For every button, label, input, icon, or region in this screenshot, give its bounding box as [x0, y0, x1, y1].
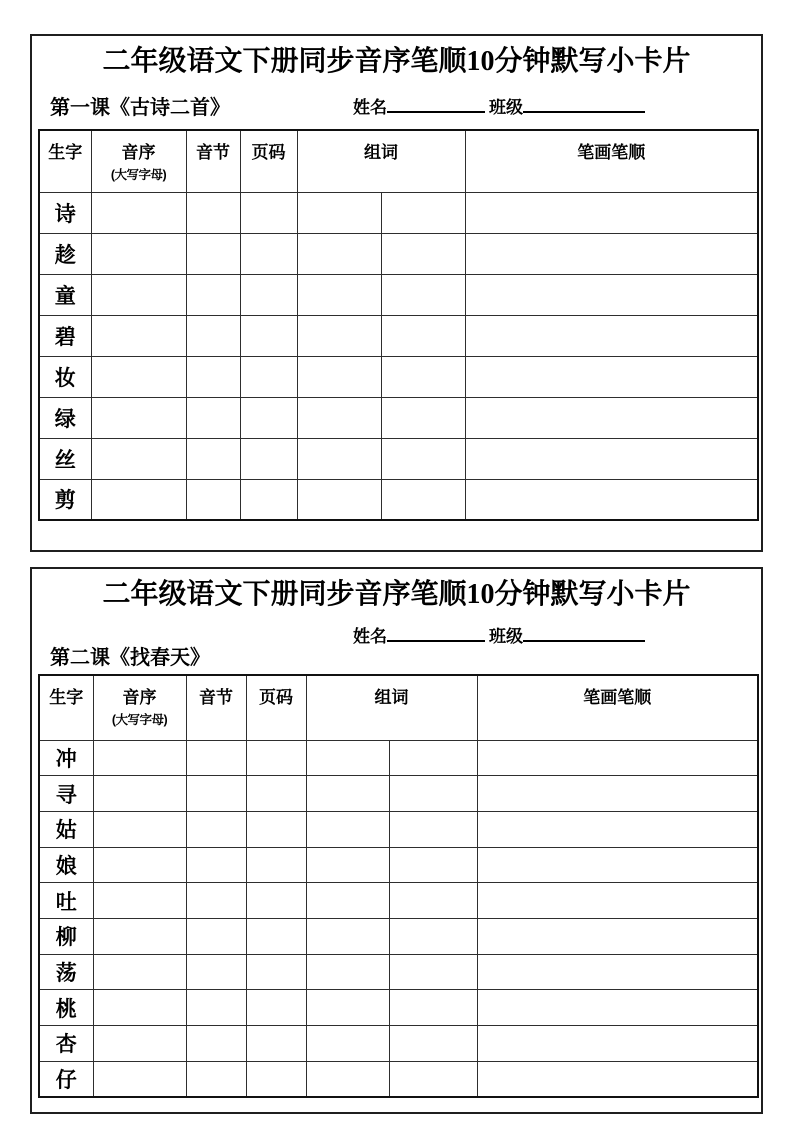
- initial-cell: [93, 811, 186, 847]
- initial-cell: [93, 990, 186, 1026]
- table-row: [39, 233, 758, 274]
- class-blank: [523, 97, 645, 113]
- table-row: [39, 315, 758, 356]
- page-cell: [246, 954, 306, 990]
- syllable-cell: [186, 192, 240, 233]
- word-cell-1: [306, 918, 389, 954]
- word-cell-2: [389, 883, 477, 919]
- character-cell: 姑: [39, 811, 93, 847]
- header-syllable: 音节: [186, 675, 246, 740]
- initial-cell: [93, 1061, 186, 1097]
- word-cell-2: [381, 233, 465, 274]
- header-words: 组词: [306, 675, 477, 740]
- syllable-cell: [186, 1026, 246, 1062]
- table-row: [39, 356, 758, 397]
- page-cell: [240, 274, 297, 315]
- syllable-cell: [186, 438, 240, 479]
- initial-cell: [91, 397, 186, 438]
- initial-cell: [93, 883, 186, 919]
- word-cell-2: [381, 397, 465, 438]
- card-lesson-1: [30, 34, 763, 552]
- initial-cell: [91, 274, 186, 315]
- character-cell: 娘: [39, 847, 93, 883]
- initial-cell: [91, 192, 186, 233]
- page-cell: [246, 776, 306, 812]
- table-row: [39, 1061, 758, 1097]
- table-row: [39, 479, 758, 520]
- card-title: 二年级语文下册同步音序笔顺10分钟默写小卡片: [102, 46, 691, 77]
- word-cell-1: [306, 954, 389, 990]
- card-subheader: [38, 612, 755, 674]
- initial-cell: [93, 847, 186, 883]
- name-class-line: [353, 622, 645, 647]
- header-initial-note: (大写字母): [111, 713, 168, 727]
- word-cell-1: [297, 438, 381, 479]
- word-cell-1: [306, 776, 389, 812]
- syllable-cell: [186, 397, 240, 438]
- class-label: 班级: [489, 98, 523, 117]
- page-cell: [240, 192, 297, 233]
- character-cell: 绿: [39, 397, 91, 438]
- initial-cell: [93, 918, 186, 954]
- initial-cell: [91, 438, 186, 479]
- strokes-cell: [465, 397, 758, 438]
- table-row: [39, 954, 758, 990]
- strokes-cell: [477, 954, 758, 990]
- initial-cell: [91, 233, 186, 274]
- page-cell: [246, 918, 306, 954]
- header-strokes: 笔画笔顺: [477, 675, 758, 740]
- word-cell-1: [297, 233, 381, 274]
- character-cell: 碧: [39, 315, 91, 356]
- page-cell: [246, 811, 306, 847]
- name-class-line: [353, 93, 645, 118]
- name-blank: [387, 626, 485, 642]
- syllable-cell: [186, 883, 246, 919]
- name-blank: [387, 97, 485, 113]
- syllable-cell: [186, 990, 246, 1026]
- strokes-cell: [477, 740, 758, 776]
- page-cell: [246, 1026, 306, 1062]
- strokes-cell: [477, 811, 758, 847]
- character-cell: 妆: [39, 356, 91, 397]
- word-cell-1: [306, 1026, 389, 1062]
- header-row: [39, 130, 758, 192]
- page-cell: [246, 740, 306, 776]
- syllable-cell: [186, 479, 240, 520]
- page-cell: [240, 397, 297, 438]
- syllable-cell: [186, 918, 246, 954]
- header-strokes: 笔画笔顺: [465, 130, 758, 192]
- word-cell-2: [389, 811, 477, 847]
- initial-cell: [93, 954, 186, 990]
- character-table: [38, 129, 759, 521]
- syllable-cell: [186, 1061, 246, 1097]
- page-cell: [240, 233, 297, 274]
- strokes-cell: [465, 274, 758, 315]
- header-syllable: 音节: [186, 130, 240, 192]
- syllable-cell: [186, 315, 240, 356]
- word-cell-1: [306, 811, 389, 847]
- initial-cell: [93, 1026, 186, 1062]
- word-cell-2: [381, 274, 465, 315]
- initial-cell: [91, 479, 186, 520]
- character-cell: 吐: [39, 883, 93, 919]
- word-cell-1: [297, 315, 381, 356]
- word-cell-2: [381, 192, 465, 233]
- page-cell: [240, 438, 297, 479]
- strokes-cell: [477, 883, 758, 919]
- page-cell: [240, 479, 297, 520]
- page-cell: [246, 1061, 306, 1097]
- header-initial: [93, 675, 186, 740]
- character-cell: 柳: [39, 918, 93, 954]
- page-cell: [246, 847, 306, 883]
- character-cell: 荡: [39, 954, 93, 990]
- character-cell: 童: [39, 274, 91, 315]
- table-row: [39, 811, 758, 847]
- word-cell-2: [381, 438, 465, 479]
- table-row: [39, 438, 758, 479]
- initial-cell: [91, 315, 186, 356]
- header-initial-main: 音序: [122, 688, 157, 707]
- character-cell: 杏: [39, 1026, 93, 1062]
- header-words: 组词: [297, 130, 465, 192]
- word-cell-2: [389, 1026, 477, 1062]
- strokes-cell: [465, 315, 758, 356]
- character-cell: 剪: [39, 479, 91, 520]
- word-cell-1: [306, 1061, 389, 1097]
- header-initial-main: 音序: [121, 143, 156, 162]
- syllable-cell: [186, 811, 246, 847]
- character-cell: 桃: [39, 990, 93, 1026]
- strokes-cell: [465, 356, 758, 397]
- table-row: [39, 847, 758, 883]
- word-cell-1: [297, 356, 381, 397]
- table-row: [39, 990, 758, 1026]
- character-cell: 趁: [39, 233, 91, 274]
- table-row: [39, 740, 758, 776]
- table-row: [39, 776, 758, 812]
- name-label: 姓名: [353, 627, 387, 646]
- strokes-cell: [465, 233, 758, 274]
- word-cell-1: [306, 883, 389, 919]
- word-cell-2: [389, 954, 477, 990]
- strokes-cell: [477, 918, 758, 954]
- character-cell: 诗: [39, 192, 91, 233]
- header-char: 生字: [39, 130, 91, 192]
- word-cell-2: [389, 1061, 477, 1097]
- word-cell-1: [297, 397, 381, 438]
- character-cell: 丝: [39, 438, 91, 479]
- class-label: 班级: [489, 627, 523, 646]
- word-cell-2: [389, 918, 477, 954]
- word-cell-1: [306, 990, 389, 1026]
- table-row: [39, 192, 758, 233]
- lesson-title: 第一课《古诗二首》: [50, 97, 230, 119]
- word-cell-2: [389, 847, 477, 883]
- name-label: 姓名: [353, 98, 387, 117]
- word-cell-1: [306, 847, 389, 883]
- syllable-cell: [186, 274, 240, 315]
- word-cell-2: [389, 990, 477, 1026]
- header-initial: [91, 130, 186, 192]
- strokes-cell: [477, 847, 758, 883]
- page-cell: [240, 315, 297, 356]
- header-row: [39, 675, 758, 740]
- strokes-cell: [465, 192, 758, 233]
- lesson-title: 第二课《找春天》: [50, 647, 210, 669]
- page-cell: [246, 883, 306, 919]
- header-page: 页码: [240, 130, 297, 192]
- syllable-cell: [186, 233, 240, 274]
- syllable-cell: [186, 776, 246, 812]
- table-row: [39, 397, 758, 438]
- strokes-cell: [477, 776, 758, 812]
- header-char: 生字: [39, 675, 93, 740]
- initial-cell: [93, 776, 186, 812]
- strokes-cell: [477, 1061, 758, 1097]
- character-table: [38, 674, 759, 1098]
- strokes-cell: [477, 1026, 758, 1062]
- table-row: [39, 918, 758, 954]
- page-cell: [246, 990, 306, 1026]
- card-lesson-2: [30, 567, 763, 1114]
- word-cell-2: [381, 479, 465, 520]
- card-subheader: [38, 79, 755, 129]
- syllable-cell: [186, 356, 240, 397]
- word-cell-1: [297, 192, 381, 233]
- strokes-cell: [465, 438, 758, 479]
- word-cell-2: [381, 315, 465, 356]
- header-initial-note: (大写字母): [110, 168, 167, 182]
- strokes-cell: [477, 990, 758, 1026]
- syllable-cell: [186, 847, 246, 883]
- page-cell: [240, 356, 297, 397]
- character-cell: 仔: [39, 1061, 93, 1097]
- table-row: [39, 274, 758, 315]
- word-cell-1: [306, 740, 389, 776]
- character-cell: 冲: [39, 740, 93, 776]
- initial-cell: [93, 740, 186, 776]
- word-cell-2: [381, 356, 465, 397]
- card-title: 二年级语文下册同步音序笔顺10分钟默写小卡片: [102, 579, 691, 610]
- syllable-cell: [186, 740, 246, 776]
- syllable-cell: [186, 954, 246, 990]
- word-cell-2: [389, 776, 477, 812]
- table-row: [39, 883, 758, 919]
- word-cell-1: [297, 479, 381, 520]
- character-cell: 寻: [39, 776, 93, 812]
- word-cell-2: [389, 740, 477, 776]
- initial-cell: [91, 356, 186, 397]
- table-row: [39, 1026, 758, 1062]
- class-blank: [523, 626, 645, 642]
- header-page: 页码: [246, 675, 306, 740]
- word-cell-1: [297, 274, 381, 315]
- strokes-cell: [465, 479, 758, 520]
